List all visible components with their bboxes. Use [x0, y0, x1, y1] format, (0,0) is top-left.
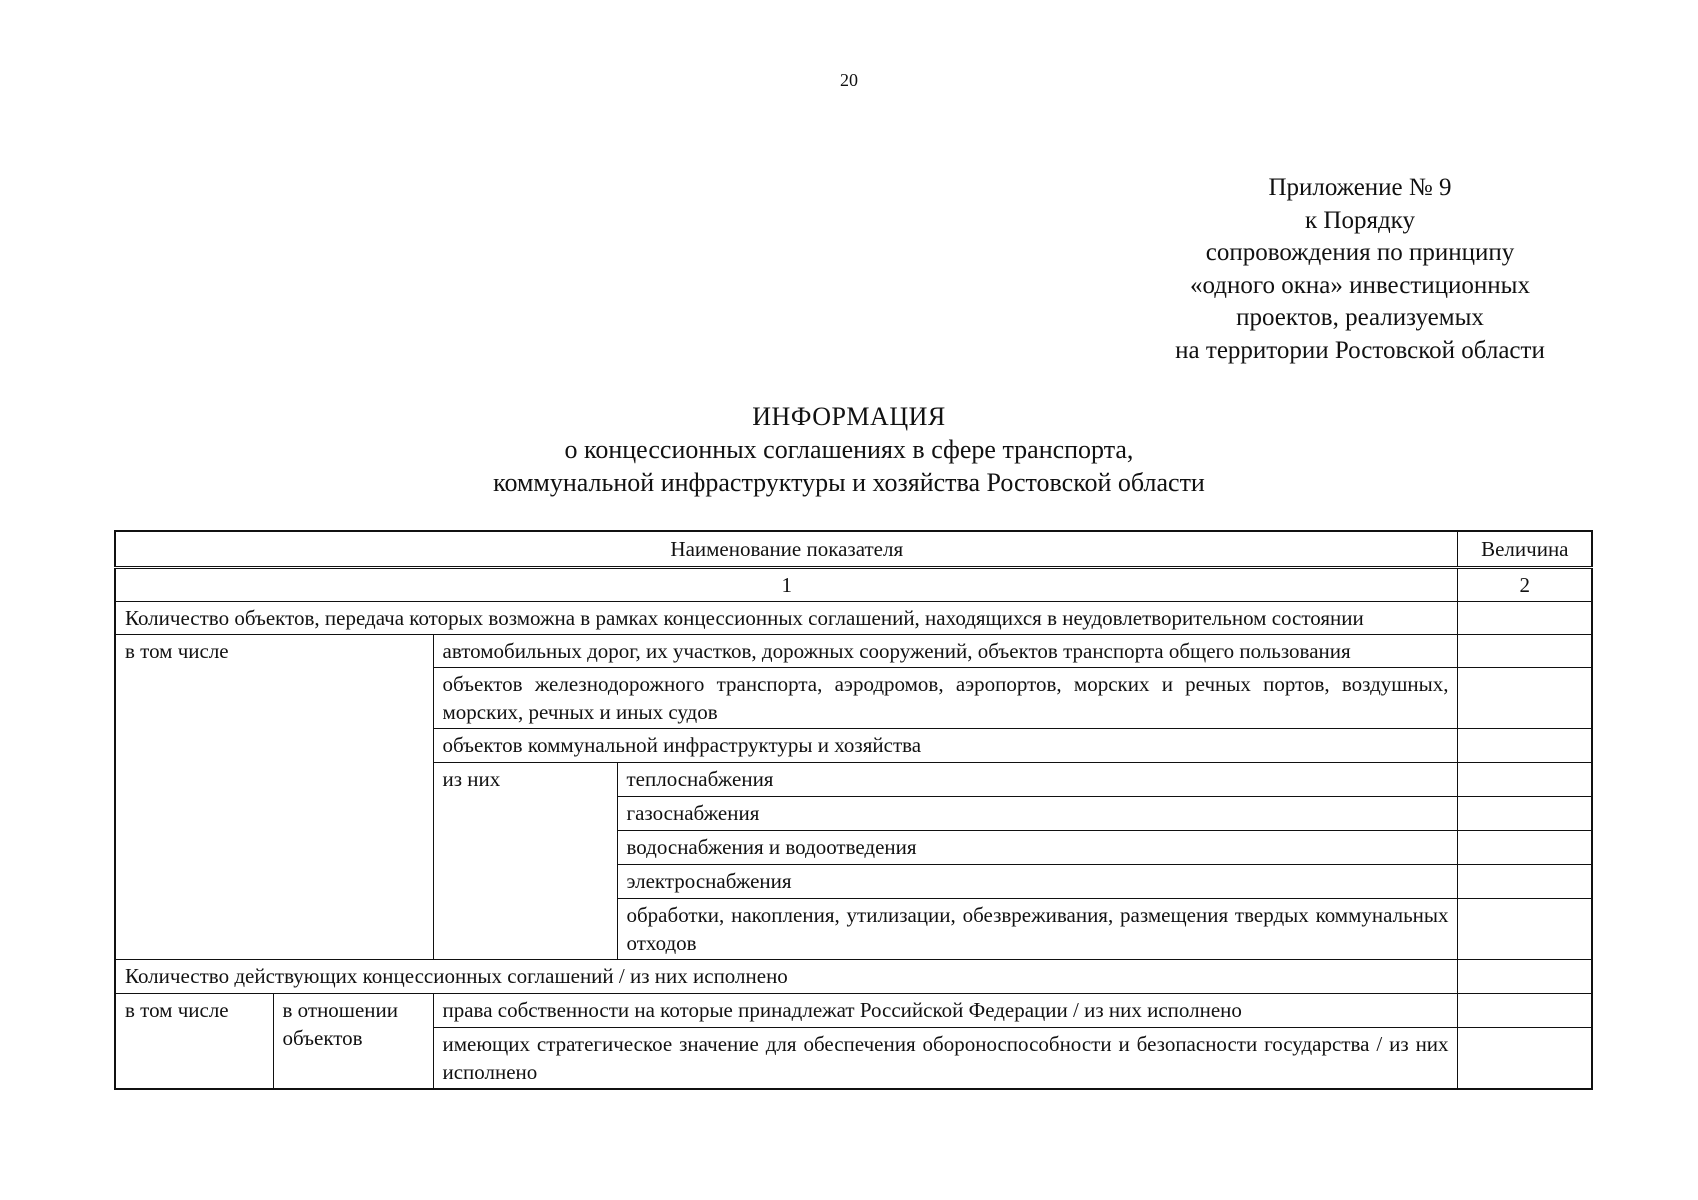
column-number-1: 1	[115, 568, 1457, 602]
header-value: Величина	[1457, 531, 1592, 568]
row-label-electric: электроснабжения	[617, 865, 1457, 899]
row-label-water: водоснабжения и водоотведения	[617, 831, 1457, 865]
row-label-objects-total: Количество объектов, передача которых возможна в рамках концессионных соглашений, находящихся в неудовлетворительном состоянии	[115, 602, 1457, 635]
value-cell	[1457, 899, 1592, 960]
row-label-strategic: имеющих стратегическое значение для обеспечения обороноспособности и безопасности государства / из них исполнено	[433, 1028, 1457, 1090]
of-them-label: из них	[433, 763, 617, 960]
appendix-line: Приложение № 9	[1268, 174, 1452, 201]
value-cell	[1457, 797, 1592, 831]
document-title	[0, 400, 1698, 499]
value-cell	[1457, 960, 1592, 994]
appendix-block	[1110, 172, 1610, 367]
table-row	[115, 635, 1592, 668]
value-cell	[1457, 831, 1592, 865]
title-heading: ИНФОРМАЦИЯ	[752, 402, 946, 431]
header-indicator-name: Наименование показателя	[115, 531, 1457, 568]
appendix-line: проектов, реализуемых	[1236, 304, 1484, 331]
page-number: 20	[840, 70, 858, 90]
including-label-2: в том числе	[115, 994, 273, 1090]
row-label-heat: теплоснабжения	[617, 763, 1457, 797]
value-cell	[1457, 635, 1592, 668]
appendix-line: на территории Ростовской области	[1175, 336, 1545, 364]
value-cell	[1457, 729, 1592, 763]
title-subline: о концессионных соглашениях в сфере транспорта,	[564, 435, 1134, 464]
table-header-row	[115, 531, 1592, 568]
regarding-objects-label: в отношении объектов	[273, 994, 433, 1090]
row-label-active-agreements: Количество действующих концессионных соглашений / из них исполнено	[115, 960, 1457, 994]
row-label-waste: обработки, накопления, утилизации, обезвреживания, размещения твердых коммунальных отходов	[617, 899, 1457, 960]
indicators-table	[114, 530, 1593, 1090]
value-cell	[1457, 668, 1592, 729]
appendix-line: к Порядку	[1305, 206, 1415, 234]
row-label-communal: объектов коммунальной инфраструктуры и хозяйства	[433, 729, 1457, 763]
table-row	[115, 960, 1592, 994]
appendix-line: сопровождения по принципу	[1205, 239, 1515, 266]
value-cell	[1457, 1028, 1592, 1090]
including-label: в том числе	[115, 635, 433, 960]
table-row	[115, 994, 1592, 1028]
table-row	[115, 602, 1592, 635]
row-label-roads: автомобильных дорог, их участков, дорожных сооружений, объектов транспорта общего пользования	[433, 635, 1457, 668]
value-cell	[1457, 865, 1592, 899]
row-label-gas: газоснабжения	[617, 797, 1457, 831]
column-numbers-row	[115, 568, 1592, 602]
value-cell	[1457, 763, 1592, 797]
row-label-rail: объектов железнодорожного транспорта, аэродромов, аэропортов, морских и речных портов, воздушных, морских, речных и иных судов	[433, 668, 1457, 729]
value-cell	[1457, 994, 1592, 1028]
title-subline: коммунальной инфраструктуры и хозяйства Ростовской области	[493, 468, 1205, 497]
appendix-line: «одного окна» инвестиционных	[1190, 271, 1530, 299]
column-number-2: 2	[1457, 568, 1592, 602]
row-label-federal: права собственности на которые принадлежат Российской Федерации / из них исполнено	[433, 994, 1457, 1028]
value-cell	[1457, 602, 1592, 635]
